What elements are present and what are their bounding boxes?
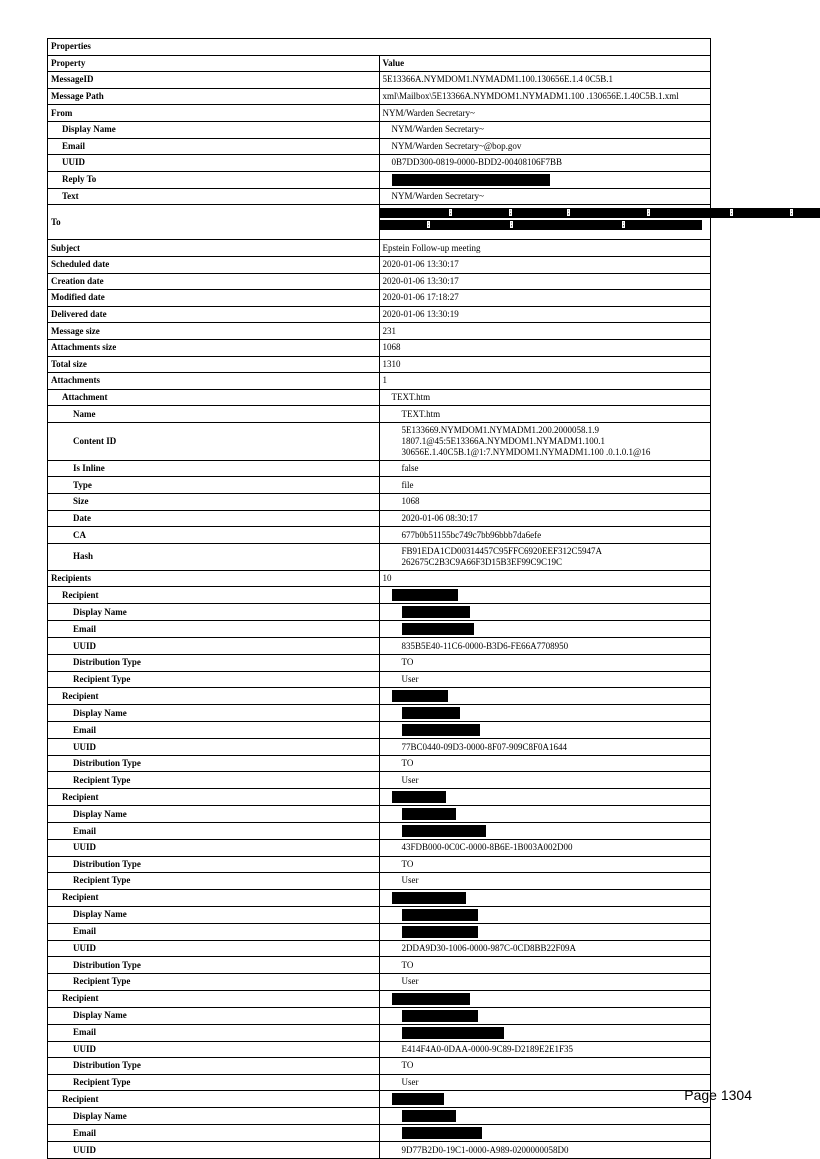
property-value: 2020-01-06 17:18:27 — [379, 290, 711, 307]
property-value: E414F4A0-0DAA-0000-9C89-D2189E2E1F35 — [379, 1041, 711, 1058]
redaction-block — [402, 724, 480, 736]
title-row — [48, 39, 711, 56]
redaction-block — [402, 707, 460, 719]
property-value — [379, 604, 711, 621]
content-id-line: 1807.1@45:5E13366A.NYMDOM1.NYMADM1.100.1 — [401, 435, 606, 446]
redaction-block — [402, 1127, 482, 1139]
property-label: MessageID — [48, 72, 380, 89]
table-row — [48, 356, 711, 373]
table-row — [48, 406, 711, 423]
property-label: Email — [48, 621, 380, 638]
property-label: Date — [48, 510, 380, 527]
table-row — [48, 655, 711, 672]
table-row — [48, 72, 711, 89]
table-row — [48, 460, 711, 477]
property-value — [379, 171, 711, 188]
property-label: CA — [48, 527, 380, 544]
table-row — [48, 1074, 711, 1091]
property-label: Is Inline — [48, 460, 380, 477]
property-label: Reply To — [48, 171, 380, 188]
property-value — [379, 621, 711, 638]
property-value: 2020-01-06 13:30:17 — [379, 256, 711, 273]
property-label: Name — [48, 406, 380, 423]
property-value: false — [379, 460, 711, 477]
property-label: Distribution Type — [48, 856, 380, 873]
col-value-header: Value — [379, 55, 711, 72]
property-label: Display Name — [48, 906, 380, 923]
separator: ; — [730, 208, 733, 217]
property-label: To — [48, 205, 380, 240]
property-label: UUID — [48, 1142, 380, 1159]
property-value: TO — [379, 655, 711, 672]
redaction-block — [402, 808, 456, 820]
property-label: Email — [48, 1024, 380, 1041]
separator: ; — [427, 220, 430, 229]
separator: ; — [647, 208, 650, 217]
table-row — [48, 155, 711, 172]
content-id-value — [379, 422, 711, 460]
property-label: UUID — [48, 739, 380, 756]
redaction-block — [380, 208, 820, 218]
table-row — [48, 1125, 711, 1142]
property-label: Distribution Type — [48, 1058, 380, 1075]
property-label: Message Path — [48, 88, 380, 105]
property-value: 77BC0440-09D3-0000-8F07-909C8F0A1644 — [379, 739, 711, 756]
property-value: 1068 — [379, 339, 711, 356]
table-row — [48, 1041, 711, 1058]
property-label: UUID — [48, 155, 380, 172]
table-row — [48, 171, 711, 188]
property-value — [379, 906, 711, 923]
table-row — [48, 1108, 711, 1125]
property-label: Recipient Type — [48, 973, 380, 990]
redaction-block — [392, 791, 446, 803]
recipient-row — [48, 889, 711, 906]
property-value: 10 — [379, 570, 711, 587]
property-label: Email — [48, 923, 380, 940]
property-label: Subject — [48, 240, 380, 257]
redaction-block — [392, 690, 448, 702]
recipient-row — [48, 789, 711, 806]
property-label: Display Name — [48, 604, 380, 621]
property-value — [379, 1108, 711, 1125]
separator: ; — [509, 208, 512, 217]
property-value: TO — [379, 755, 711, 772]
table-row — [48, 389, 711, 406]
recipient-row — [48, 1091, 711, 1108]
table-row — [48, 1142, 711, 1159]
property-label: Email — [48, 138, 380, 155]
property-value: Epstein Follow-up meeting — [379, 240, 711, 257]
property-label: Scheduled date — [48, 256, 380, 273]
property-value: 1068 — [379, 494, 711, 511]
table-row — [48, 105, 711, 122]
table-row — [48, 873, 711, 890]
table-row — [48, 957, 711, 974]
separator: ; — [510, 220, 513, 229]
table-row — [48, 339, 711, 356]
property-value — [379, 705, 711, 722]
property-value: 231 — [379, 323, 711, 340]
property-label: Display Name — [48, 705, 380, 722]
property-value: User — [379, 671, 711, 688]
redaction-block — [392, 174, 550, 186]
property-value: 677b0b51155bc749c7bb96bbb7da6efe — [379, 527, 711, 544]
property-value — [379, 688, 711, 705]
property-label: Recipient Type — [48, 873, 380, 890]
table-row — [48, 121, 711, 138]
property-label: Message size — [48, 323, 380, 340]
table-row — [48, 256, 711, 273]
content-id-line: 30656E.1.40C5B.1@1:7.NYMDOM1.NYMADM1.100 .0.1.0.1@16 — [401, 446, 651, 457]
property-label: Attachments — [48, 373, 380, 390]
redaction-block — [392, 1093, 444, 1105]
property-value: TO — [379, 957, 711, 974]
property-label: Distribution Type — [48, 957, 380, 974]
separator: ; — [622, 220, 625, 229]
content-id-line: 5E133669.NYMDOM1.NYMADM1.200.2000058.1.9 — [401, 424, 600, 435]
property-label: Display Name — [48, 1108, 380, 1125]
table-row — [48, 722, 711, 739]
property-value: 0B7DD300-0819-0000-BDD2-00408106F7BB — [379, 155, 711, 172]
table-row — [48, 923, 711, 940]
table-row — [48, 422, 711, 460]
col-property-header: Property — [48, 55, 380, 72]
property-label: Attachments size — [48, 339, 380, 356]
table-row — [48, 705, 711, 722]
redaction-block — [402, 926, 478, 938]
table-row — [48, 510, 711, 527]
property-value: User — [379, 973, 711, 990]
property-label: Display Name — [48, 1007, 380, 1024]
table-row — [48, 671, 711, 688]
property-value — [379, 722, 711, 739]
table-row — [48, 973, 711, 990]
property-value — [379, 587, 711, 604]
redaction-block — [402, 606, 470, 618]
table-row — [48, 823, 711, 840]
property-label: Recipient — [48, 688, 380, 705]
property-label: Type — [48, 477, 380, 494]
table-row — [48, 240, 711, 257]
recipient-row — [48, 587, 711, 604]
redaction-block — [402, 1010, 478, 1022]
property-value: TEXT.htm — [379, 389, 711, 406]
property-value — [379, 923, 711, 940]
redaction-block — [402, 623, 474, 635]
property-value: TO — [379, 1058, 711, 1075]
property-value — [379, 789, 711, 806]
property-value: 835B5E40-11C6-0000-B3D6-FE66A7708950 — [379, 638, 711, 655]
property-value: NYM/Warden Secretary~ — [379, 121, 711, 138]
property-value: 5E13366A.NYMDOM1.NYMADM1.100.130656E.1.4 0C5B.1 — [379, 72, 711, 89]
table-row — [48, 88, 711, 105]
property-label: Distribution Type — [48, 755, 380, 772]
table-row — [48, 940, 711, 957]
redaction-block — [392, 892, 466, 904]
property-label: Recipient — [48, 789, 380, 806]
property-label: UUID — [48, 638, 380, 655]
table-row — [48, 188, 711, 205]
property-label: Delivered date — [48, 306, 380, 323]
table-row — [48, 806, 711, 823]
property-label: Recipient Type — [48, 1074, 380, 1091]
table-row — [48, 273, 711, 290]
property-value: 2020-01-06 13:30:19 — [379, 306, 711, 323]
property-label: Size — [48, 494, 380, 511]
property-value: User — [379, 1074, 711, 1091]
property-value: User — [379, 772, 711, 789]
table-row — [48, 621, 711, 638]
property-label: Email — [48, 1125, 380, 1142]
property-label: Recipient Type — [48, 671, 380, 688]
property-value — [379, 990, 711, 1007]
property-value: 9D77B2D0-19C1-0000-A989-0200000058D0 — [379, 1142, 711, 1159]
property-value — [379, 1007, 711, 1024]
property-label: Attachment — [48, 389, 380, 406]
table-row — [48, 840, 711, 857]
property-value: NYM/Warden Secretary~ — [379, 105, 711, 122]
redaction-block — [402, 825, 486, 837]
table-row — [48, 755, 711, 772]
redaction-block — [402, 909, 478, 921]
property-value: NYM/Warden Secretary~ — [379, 188, 711, 205]
table-row — [48, 1024, 711, 1041]
table-row — [48, 604, 711, 621]
table-row — [48, 638, 711, 655]
redaction-block — [402, 1110, 456, 1122]
table-row — [48, 772, 711, 789]
property-label: Modified date — [48, 290, 380, 307]
property-label: Creation date — [48, 273, 380, 290]
property-label: UUID — [48, 940, 380, 957]
property-value: 43FDB000-0C0C-0000-8B6E-1B003A002D00 — [379, 840, 711, 857]
redaction-block — [402, 1027, 504, 1039]
property-value: xml\Mailbox\5E13366A.NYMDOM1.NYMADM1.100 .130656E.1.40C5B.1.xml — [379, 88, 711, 105]
property-label: Text — [48, 188, 380, 205]
header-row — [48, 55, 711, 72]
property-value: 1310 — [379, 356, 711, 373]
property-label: Recipient Type — [48, 772, 380, 789]
table-row — [48, 543, 711, 570]
property-value: TEXT.htm — [379, 406, 711, 423]
table-row — [48, 570, 711, 587]
table-row — [48, 290, 711, 307]
property-value: 2020-01-06 08:30:17 — [379, 510, 711, 527]
separator: ; — [790, 208, 793, 217]
property-label: Email — [48, 722, 380, 739]
property-label: Content ID — [48, 422, 380, 460]
property-value: 2020-01-06 13:30:17 — [379, 273, 711, 290]
separator: ; — [449, 208, 452, 217]
recipient-row — [48, 688, 711, 705]
property-label: Recipient — [48, 587, 380, 604]
table-row — [48, 205, 711, 240]
table-row — [48, 739, 711, 756]
property-value: file — [379, 477, 711, 494]
separator: ; — [567, 208, 570, 217]
property-label: UUID — [48, 840, 380, 857]
property-value: 1 — [379, 373, 711, 390]
table-row — [48, 906, 711, 923]
property-value — [379, 1024, 711, 1041]
property-value: NYM/Warden Secretary~@bop.gov — [379, 138, 711, 155]
property-label: Distribution Type — [48, 655, 380, 672]
table-row — [48, 494, 711, 511]
property-label: From — [48, 105, 380, 122]
property-value — [379, 823, 711, 840]
property-value: TO — [379, 856, 711, 873]
property-label: Total size — [48, 356, 380, 373]
table-row — [48, 323, 711, 340]
property-value — [379, 1091, 711, 1108]
redaction-block — [392, 993, 470, 1005]
table-row — [48, 856, 711, 873]
to-value-redacted — [379, 205, 793, 240]
property-label: Email — [48, 823, 380, 840]
redaction-block — [392, 589, 458, 601]
property-label: UUID — [48, 1041, 380, 1058]
property-label: Display Name — [48, 121, 380, 138]
property-label: Recipient — [48, 1091, 380, 1108]
table-row — [48, 527, 711, 544]
property-value — [379, 1125, 711, 1142]
property-label: Recipient — [48, 990, 380, 1007]
table-row — [48, 477, 711, 494]
table-row — [48, 306, 711, 323]
property-label: Hash — [48, 543, 380, 570]
table-title: Properties — [48, 39, 711, 56]
property-value: FB91EDA1CD00314457C95FFC6920EEF312C5947A 262675C2B3C9A66F3D15B3EF99C9C19C — [379, 543, 711, 570]
page-number: Page 1304 — [684, 1087, 752, 1103]
property-value — [379, 806, 711, 823]
property-label: Recipients — [48, 570, 380, 587]
property-label: Recipient — [48, 889, 380, 906]
table-row — [48, 373, 711, 390]
table-row — [48, 1007, 711, 1024]
property-value: 2DDA9D30-1006-0000-987C-0CD8BB22F09A — [379, 940, 711, 957]
recipient-row — [48, 990, 711, 1007]
property-value: User — [379, 873, 711, 890]
property-value — [379, 889, 711, 906]
table-row — [48, 138, 711, 155]
table-row — [48, 1058, 711, 1075]
property-label: Display Name — [48, 806, 380, 823]
